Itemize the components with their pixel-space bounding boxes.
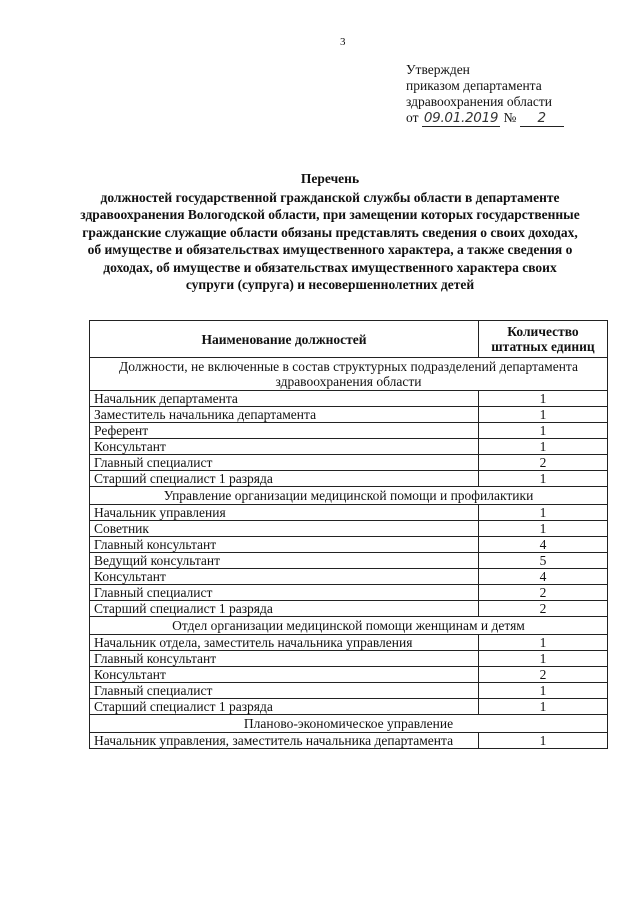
position-qty: 2 xyxy=(479,601,608,617)
section-title: Планово-экономическое управление xyxy=(90,715,608,733)
title-body: должностей государственной гражданской службы области в департаменте здравоохранения Вологодской области, при замещении которых государственные гражданские служащие области обязаны представлять сведения о своих доходах, об имуществе и обязательствах имущественного характера, а также сведения о доходах, об имуществе и обязательствах имущественного характера своих супруги (супруга) и несовершеннолетних детей xyxy=(80,189,580,292)
table-row xyxy=(90,439,608,455)
position-name: Главный консультант xyxy=(90,537,479,553)
approval-number-label: № xyxy=(503,110,517,125)
position-name: Старший специалист 1 разряда xyxy=(90,601,479,617)
positions-table xyxy=(89,320,608,749)
position-qty: 1 xyxy=(479,733,608,749)
position-name: Заместитель начальника департамента xyxy=(90,407,479,423)
page-number: 3 xyxy=(340,36,346,48)
table-row xyxy=(90,537,608,553)
section-title: Отдел организации медицинской помощи женщинам и детям xyxy=(90,617,608,635)
table-body xyxy=(90,358,608,749)
position-qty: 1 xyxy=(479,439,608,455)
table-row xyxy=(90,391,608,407)
section-title: Управление организации медицинской помощи и профилактики xyxy=(90,487,608,505)
position-qty: 4 xyxy=(479,537,608,553)
table-row xyxy=(90,505,608,521)
position-name: Начальник управления xyxy=(90,505,479,521)
position-qty: 5 xyxy=(479,553,608,569)
table-row xyxy=(90,585,608,601)
table-row xyxy=(90,601,608,617)
table-header-row xyxy=(90,321,608,358)
position-name: Консультант xyxy=(90,439,479,455)
position-qty: 1 xyxy=(479,521,608,537)
position-qty: 1 xyxy=(479,505,608,521)
title-heading: Перечень xyxy=(300,171,360,186)
position-name: Начальник департамента xyxy=(90,391,479,407)
position-qty: 4 xyxy=(479,569,608,585)
approval-date: 09.01.2019 xyxy=(423,110,499,126)
section-title: Должности, не включенные в состав структурных подразделений департамента здравоохранения области xyxy=(90,358,608,391)
section-row xyxy=(90,617,608,635)
section-row xyxy=(90,358,608,391)
table-row xyxy=(90,423,608,439)
table-row xyxy=(90,569,608,585)
section-row xyxy=(90,487,608,505)
table-row xyxy=(90,471,608,487)
position-qty: 2 xyxy=(479,667,608,683)
header-qty: Количество штатных единиц xyxy=(479,321,608,358)
header-name: Наименование должностей xyxy=(90,321,479,358)
position-name: Советник xyxy=(90,521,479,537)
table-row xyxy=(90,733,608,749)
position-qty: 1 xyxy=(479,683,608,699)
position-qty: 1 xyxy=(479,651,608,667)
position-qty: 1 xyxy=(479,407,608,423)
position-qty: 1 xyxy=(479,391,608,407)
table-row xyxy=(90,651,608,667)
position-qty: 2 xyxy=(479,455,608,471)
approval-line-3: здравоохранения области xyxy=(406,94,553,109)
table-row xyxy=(90,521,608,537)
position-name: Главный специалист xyxy=(90,585,479,601)
position-qty: 1 xyxy=(479,635,608,651)
position-qty: 1 xyxy=(479,471,608,487)
table-row xyxy=(90,455,608,471)
position-name: Ведущий консультант xyxy=(90,553,479,569)
approval-line-2: приказом департамента xyxy=(406,78,542,93)
position-name: Главный специалист xyxy=(90,455,479,471)
position-name: Консультант xyxy=(90,569,479,585)
position-name: Старший специалист 1 разряда xyxy=(90,699,479,715)
position-name: Начальник управления, заместитель начальника департамента xyxy=(90,733,479,749)
approval-number: 2 xyxy=(520,110,564,127)
document-title xyxy=(80,170,580,294)
position-name: Главный консультант xyxy=(90,651,479,667)
position-qty: 2 xyxy=(479,585,608,601)
position-name: Консультант xyxy=(90,667,479,683)
approval-from-label: от xyxy=(406,110,419,125)
table-row xyxy=(90,635,608,651)
approval-line-4 xyxy=(406,110,564,127)
position-name: Начальник отдела, заместитель начальника управления xyxy=(90,635,479,651)
position-name: Главный специалист xyxy=(90,683,479,699)
table-row xyxy=(90,667,608,683)
table-row xyxy=(90,683,608,699)
position-name: Старший специалист 1 разряда xyxy=(90,471,479,487)
approval-line-1: Утвержден xyxy=(406,62,470,77)
table-row xyxy=(90,553,608,569)
table-row xyxy=(90,407,608,423)
approval-stamp xyxy=(406,62,564,127)
section-row xyxy=(90,715,608,733)
position-qty: 1 xyxy=(479,699,608,715)
position-qty: 1 xyxy=(479,423,608,439)
table-row xyxy=(90,699,608,715)
position-name: Референт xyxy=(90,423,479,439)
